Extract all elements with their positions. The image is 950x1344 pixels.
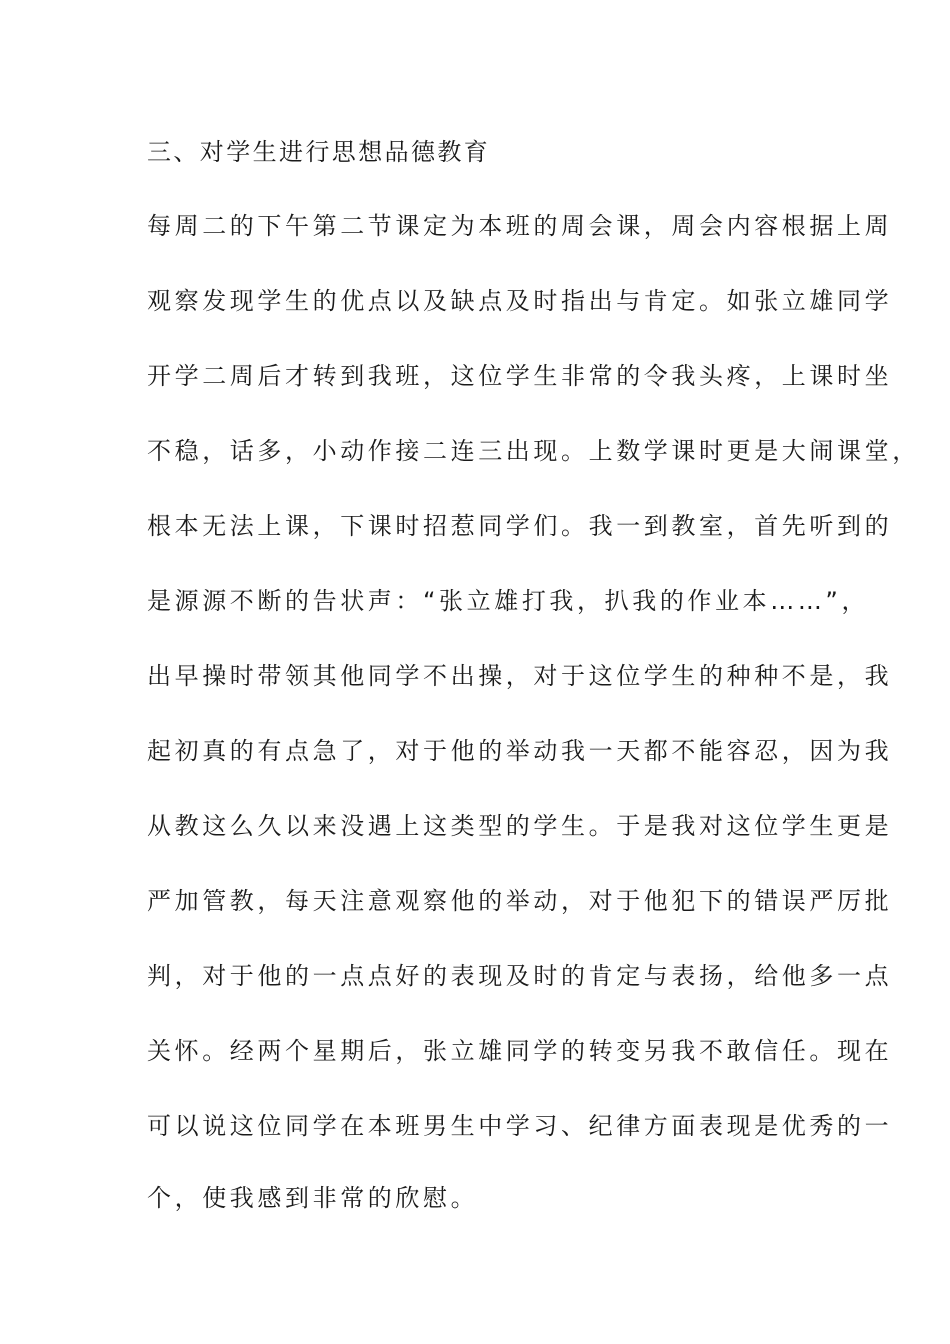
paragraph-line: 可以说这位同学在本班男生中学习、纪律方面表现是优秀的一	[147, 1112, 893, 1140]
paragraph-line: 判，对于他的一点点好的表现及时的肯定与表扬，给他多一点	[147, 962, 893, 990]
paragraph-line: 出早操时带领其他同学不出操，对于这位学生的种种不是，我	[147, 662, 893, 690]
paragraph-line: 每周二的下午第二节课定为本班的周会课，周会内容根据上周	[147, 212, 893, 240]
paragraph-line: 个，使我感到非常的欣慰。	[147, 1184, 479, 1212]
paragraph-line: 是源源不断的告状声：“张立雄打我，扒我的作业本……”，	[147, 587, 870, 615]
paragraph-line: 从教这么久以来没遇上这类型的学生。于是我对这位学生更是	[147, 812, 893, 840]
paragraph-line: 根本无法上课，下课时招惹同学们。我一到教室，首先听到的	[147, 512, 893, 540]
paragraph-line: 起初真的有点急了，对于他的举动我一天都不能容忍，因为我	[147, 737, 893, 765]
section-heading: 三、对学生进行思想品德教育	[147, 138, 491, 166]
paragraph-line: 严加管教，每天注意观察他的举动，对于他犯下的错误严厉批	[147, 887, 893, 915]
paragraph-line: 关怀。经两个星期后，张立雄同学的转变另我不敢信任。现在	[147, 1037, 893, 1065]
paragraph-line: 观察发现学生的优点以及缺点及时指出与肯定。如张立雄同学	[147, 287, 893, 315]
paragraph-line: 开学二周后才转到我班，这位学生非常的令我头疼，上课时坐	[147, 362, 893, 390]
paragraph-line: 不稳，话多，小动作接二连三出现。上数学课时更是大闹课堂，	[147, 437, 920, 465]
